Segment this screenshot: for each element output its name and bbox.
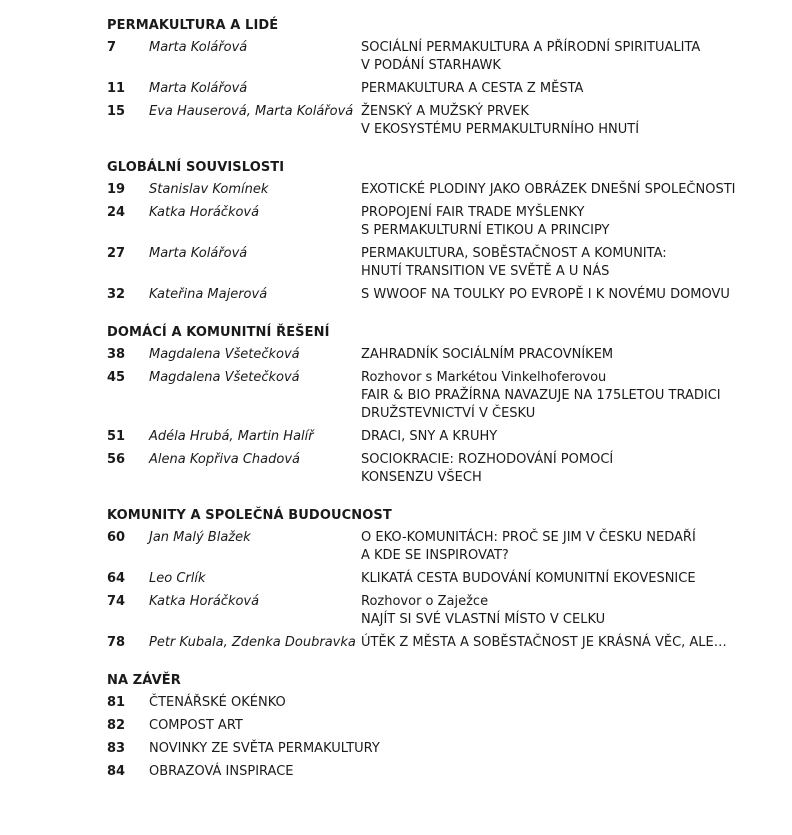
article-title-line: COMPOST ART — [149, 718, 243, 733]
article-author: Adéla Hrubá, Martin Halíř — [149, 429, 314, 444]
article-author: Magdalena Všetečková — [149, 370, 300, 385]
article-title — [361, 451, 767, 487]
article-title-line: EXOTICKÉ PLODINY JAKO OBRÁZEK DNEŠNÍ SPOLEČNOSTI — [361, 182, 736, 197]
page-number: 19 — [107, 182, 126, 197]
article-author: Jan Malý Blažek — [149, 530, 251, 545]
page-number: 81 — [107, 695, 126, 710]
article-title — [361, 346, 767, 364]
toc-section — [107, 672, 767, 781]
page-number: 7 — [107, 40, 117, 55]
article-author: Marta Kolářová — [149, 81, 248, 96]
article-title — [361, 529, 767, 565]
toc-entry — [107, 369, 767, 423]
article-title-line: V PODÁNÍ STARHAWK — [361, 58, 501, 73]
article-title-line: SOCIÁLNÍ PERMAKULTURA A PŘÍRODNÍ SPIRITUALITA — [361, 40, 701, 55]
section-heading: NA ZÁVĚR — [107, 673, 181, 688]
article-title — [361, 369, 767, 423]
page-number: 38 — [107, 347, 126, 362]
page-number: 83 — [107, 741, 126, 756]
toc-section — [107, 507, 767, 652]
article-author: Magdalena Všetečková — [149, 347, 300, 362]
article-title-line: PROPOJENÍ FAIR TRADE MYŠLENKY — [361, 205, 585, 220]
article-title-line: A KDE SE INSPIROVAT? — [361, 548, 509, 563]
article-title-line: S PERMAKULTURNÍ ETIKOU A PRINCIPY — [361, 223, 610, 238]
toc-entry — [107, 634, 767, 652]
article-title-line: Rozhovor o Zaježce — [361, 594, 489, 609]
toc-section — [107, 324, 767, 487]
page-number: 82 — [107, 718, 126, 733]
article-title-line: FAIR & BIO PRAŽÍRNA NAVAZUJE NA 175LETOU TRADICI — [361, 388, 721, 403]
toc-entry — [107, 428, 767, 446]
toc-entry — [107, 717, 767, 735]
page-number: 27 — [107, 246, 126, 261]
article-title-line: ČTENÁŘSKÉ OKÉNKO — [149, 695, 286, 710]
article-title — [361, 570, 767, 588]
article-title — [149, 763, 767, 781]
article-author: Katka Horáčková — [149, 594, 260, 609]
toc-entry — [107, 694, 767, 712]
toc-entry — [107, 570, 767, 588]
toc-entry — [107, 204, 767, 240]
toc-entry — [107, 181, 767, 199]
page-number: 64 — [107, 571, 126, 586]
article-title-line: DRUŽSTEVNICTVÍ V ČESKU — [361, 406, 536, 421]
article-author: Katka Horáčková — [149, 205, 260, 220]
article-title — [361, 204, 767, 240]
toc-entry — [107, 451, 767, 487]
article-title — [361, 245, 767, 281]
article-title-line: DRACI, SNY A KRUHY — [361, 429, 498, 444]
page-number: 51 — [107, 429, 126, 444]
article-title-line: ÚTĚK Z MĚSTA A SOBĚSTAČNOST JE KRÁSNÁ VĚC, ALE… — [361, 635, 727, 650]
page-number: 84 — [107, 764, 126, 779]
article-title-line: HNUTÍ TRANSITION VE SVĚTĚ A U NÁS — [361, 264, 610, 279]
article-title-line: O EKO-KOMUNITÁCH: PROČ SE JIM V ČESKU NEDAŘÍ — [361, 530, 696, 545]
article-title-line: KONSENZU VŠECH — [361, 470, 482, 485]
toc-entry — [107, 80, 767, 98]
article-title — [361, 286, 767, 304]
toc-entry — [107, 39, 767, 75]
article-author: Kateřina Majerová — [149, 287, 268, 302]
article-author: Petr Kubala, Zdenka Doubravka — [149, 635, 356, 650]
article-title-line: ZAHRADNÍK SOCIÁLNÍM PRACOVNÍKEM — [361, 347, 614, 362]
article-author: Marta Kolářová — [149, 40, 248, 55]
article-author: Alena Kopřiva Chadová — [149, 452, 301, 467]
page-number: 32 — [107, 287, 126, 302]
article-title-line: ŽENSKÝ A MUŽSKÝ PRVEK — [361, 104, 529, 119]
section-heading: PERMAKULTURA A LIDÉ — [107, 18, 279, 33]
article-title — [361, 181, 767, 199]
section-heading: KOMUNITY A SPOLEČNÁ BUDOUCNOST — [107, 508, 392, 523]
page-number: 15 — [107, 104, 126, 119]
section-heading: GLOBÁLNÍ SOUVISLOSTI — [107, 160, 285, 175]
toc-section — [107, 159, 767, 304]
article-author: Marta Kolářová — [149, 246, 248, 261]
article-title-line: PERMAKULTURA A CESTA Z MĚSTA — [361, 81, 584, 96]
toc-entry — [107, 286, 767, 304]
article-title — [149, 717, 767, 735]
article-author: Stanislav Komínek — [149, 182, 269, 197]
toc-entry — [107, 103, 767, 139]
page-number: 60 — [107, 530, 126, 545]
toc-entry — [107, 529, 767, 565]
article-title — [361, 634, 767, 652]
page-number: 74 — [107, 594, 126, 609]
toc-entry — [107, 593, 767, 629]
toc-entry — [107, 763, 767, 781]
page-number: 24 — [107, 205, 126, 220]
article-author: Eva Hauserová, Marta Kolářová — [149, 104, 354, 119]
article-title — [361, 593, 767, 629]
section-heading: DOMÁCÍ A KOMUNITNÍ ŘEŠENÍ — [107, 325, 330, 340]
toc-entry — [107, 346, 767, 364]
article-author: Leo Crlík — [149, 571, 206, 586]
article-title-line: S WWOOF NA TOULKY PO EVROPĚ I K NOVÉMU DOMOVU — [361, 287, 730, 302]
article-title — [361, 428, 767, 446]
toc-section — [107, 17, 767, 139]
article-title-line: OBRAZOVÁ INSPIRACE — [149, 764, 294, 779]
article-title-line: Rozhovor s Markétou Vinkelhoferovou — [361, 370, 607, 385]
page-number: 78 — [107, 635, 126, 650]
article-title-line: NAJÍT SI SVÉ VLASTNÍ MÍSTO V CELKU — [361, 612, 606, 627]
article-title — [361, 80, 767, 98]
article-title — [149, 694, 767, 712]
page-number: 11 — [107, 81, 126, 96]
article-title — [361, 39, 767, 75]
toc-entry — [107, 245, 767, 281]
article-title-line: SOCIOKRACIE: ROZHODOVÁNÍ POMOCÍ — [361, 452, 614, 467]
page-number: 56 — [107, 452, 126, 467]
page-number: 45 — [107, 370, 126, 385]
article-title — [149, 740, 767, 758]
article-title-line: PERMAKULTURA, SOBĚSTAČNOST A KOMUNITA: — [361, 246, 667, 261]
article-title-line: V EKOSYSTÉMU PERMAKULTURNÍHO HNUTÍ — [361, 122, 640, 137]
article-title-line: KLIKATÁ CESTA BUDOVÁNÍ KOMUNITNÍ EKOVESNICE — [361, 571, 696, 586]
table-of-contents — [107, 17, 767, 801]
toc-entry — [107, 740, 767, 758]
article-title-line: NOVINKY ZE SVĚTA PERMAKULTURY — [149, 741, 380, 756]
article-title — [361, 103, 767, 139]
